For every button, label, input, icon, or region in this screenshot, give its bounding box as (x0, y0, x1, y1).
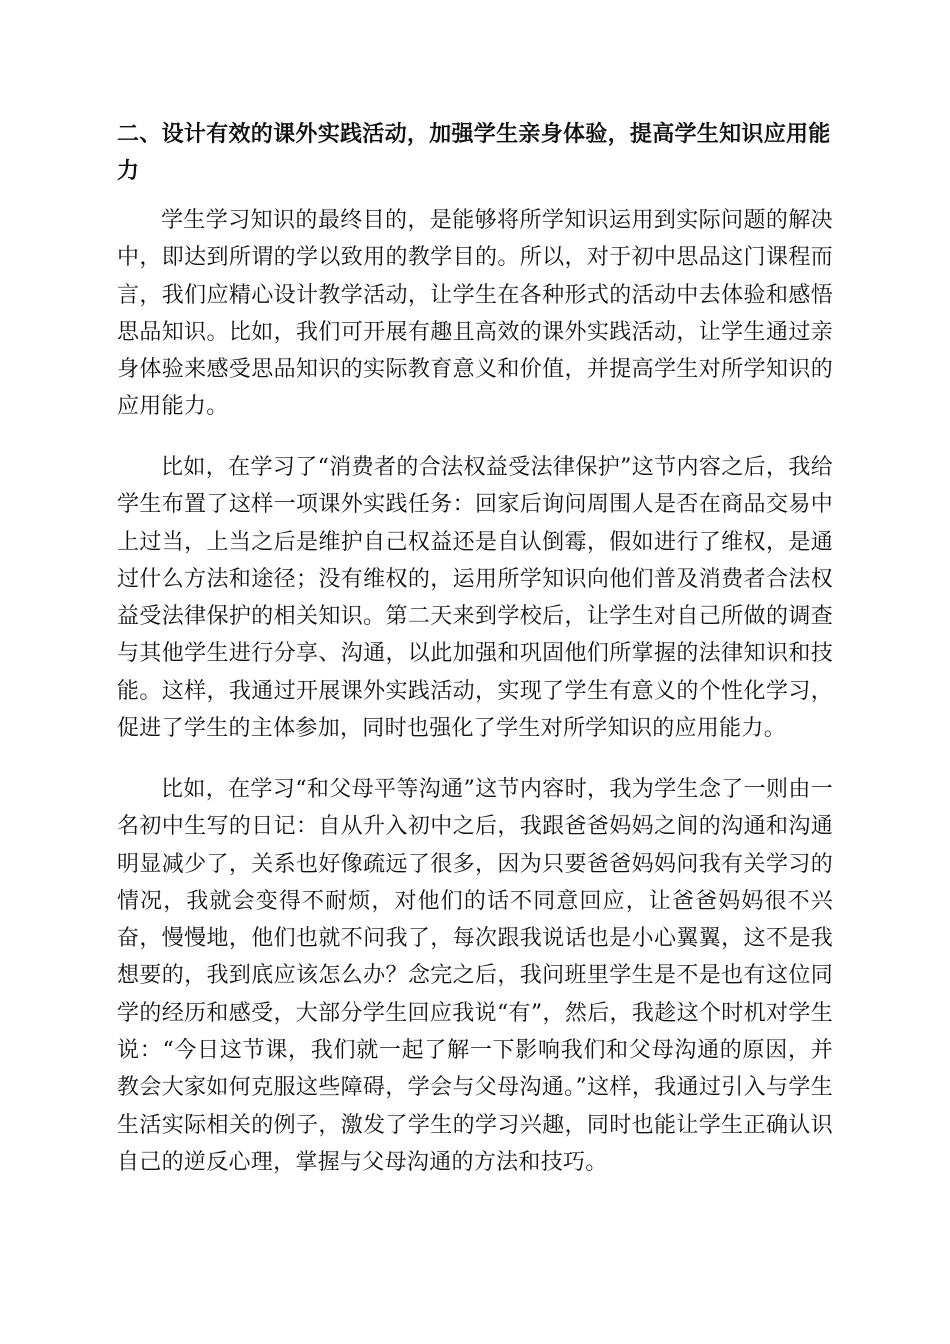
paragraph-learning-purpose: 学生学习知识的最终目的，是能够将所学知识运用到实际问题的解决中，即达到所谓的学以致用的教学目的。所以，对于初中思品这门课程而言，我们应精心设计教学活动，让学生在各种形式的活动中去体验和感悟思品知识。比如，我们可开展有趣且高效的课外实践活动，让学生通过亲身体验来感受思品知识的实际教育意义和价值，并提高学生对所学知识的应用能力。 (117, 208, 833, 420)
paragraph-consumer-rights-example: 比如，在学习了“消费者的合法权益受法律保护”这节内容之后，我给学生布置了这样一项课外实践任务：回家后询问周围人是否在商品交易中上过当，上当之后是维护自己权益还是自认倒霉，假如进行了维权，是通过什么方法和途径；没有维权的，运用所学知识向他们普及消费者合法权益受法律保护的相关知识。第二天来到学校后，让学生对自己所做的调查与其他学生进行分享、沟通，以此加强和巩固他们所掌握的法律知识和技能。这样，我通过开展课外实践活动，实现了学生有意义的个性化学习，促进了学生的主体参加，同时也强化了学生对所学知识的应用能力。 (117, 455, 833, 742)
section-heading: 二、设计有效的课外实践活动，加强学生亲身体验，提高学生知识应用能力 (117, 122, 831, 184)
paragraph-parent-communication-example: 比如，在学习“和父母平等沟通”这节内容时，我为学生念了一则由一名初中生写的日记：自从升入初中之后，我跟爸爸妈妈之间的沟通和沟通明显减少了，关系也好像疏远了很多，因为只要爸爸妈妈问我有关学习的情况，我就会变得不耐烦，对他们的话不同意回应，让爸爸妈妈很不兴奋，慢慢地，他们也就不问我了，每次跟我说话也是小心翼翼，这不是我想要的，我到底应该怎么办？念完之后，我问班里学生是不是也有这位同学的经历和感受，大部分学生回应我说“有”，然后，我趁这个时机对学生说：“今日这节课，我们就一起了解一下影响我们和父母沟通的原因，并教会大家如何克服这些障碍，学会与父母沟通。”这样，我通过引入与学生生活实际相关的例子，激发了学生的学习兴趣，同时也能让学生正确认识自己的逆反心理，掌握与父母沟通的方法和技巧。 (117, 777, 833, 1175)
